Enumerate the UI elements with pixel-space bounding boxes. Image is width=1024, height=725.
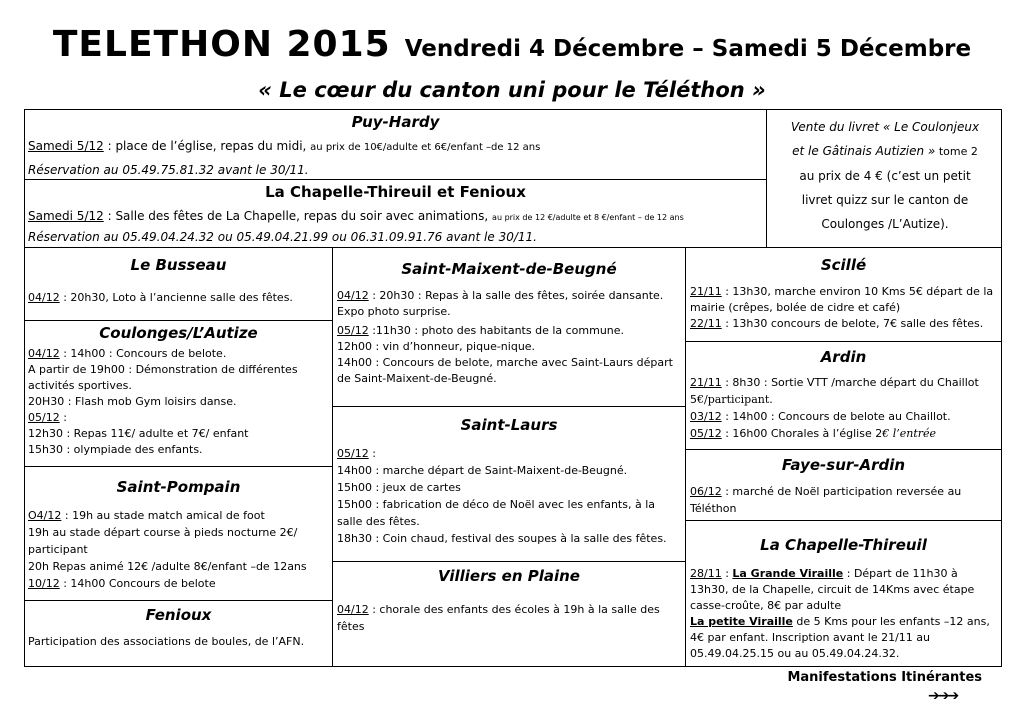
event-line: 14h00 : Concours de belote, marche avec Saint-Laurs départ xyxy=(337,356,673,369)
event-line xyxy=(337,445,667,462)
faye-heading: Faye-sur-Ardin xyxy=(781,456,906,474)
chapelle-fenioux-reservation: Réservation au 05.49.04.24.32 ou 05.49.04.21.99 ou 06.31.09.91.76 avant le 30/11. xyxy=(28,230,537,244)
footer-label: Manifestations Itinérantes xyxy=(787,670,982,685)
event-line: Téléthon xyxy=(690,502,737,515)
event-date: 05/12 xyxy=(337,447,369,460)
event-date: 04/12 xyxy=(337,603,369,616)
event-line xyxy=(690,408,979,425)
event-text: € l’entrée xyxy=(882,427,937,440)
event-line xyxy=(690,425,979,442)
event-date: 05/12 xyxy=(690,427,722,440)
event-text: : xyxy=(368,447,376,460)
puy-hardy-reservation: Réservation au 05.49.75.81.32 avant le 30/11. xyxy=(28,163,309,177)
event-line xyxy=(690,566,990,582)
event-line: 4€ par enfant. Inscription avant le 21/11 au xyxy=(690,631,930,644)
livret-line xyxy=(768,139,1002,164)
event-line: Expo photo surprise. xyxy=(337,305,451,318)
event-line xyxy=(28,507,307,524)
event-text: :11h30 : photo des habitants de la commune. xyxy=(368,324,625,337)
event-line xyxy=(337,288,673,304)
le-busseau-event xyxy=(28,290,293,306)
ardin-events xyxy=(690,374,979,442)
event-name: La Grande Viraille xyxy=(732,567,844,580)
saint-maixent-events xyxy=(337,288,673,387)
event-date: 28/11 xyxy=(690,567,722,580)
event-line: 12h30 : Repas 11€/ adulte et 7€/ enfant xyxy=(28,427,249,440)
scille-heading: Scillé xyxy=(820,256,867,274)
event-date: 05/12 xyxy=(28,411,60,424)
event-line: 18h30 : Coin chaud, festival des soupes à la salle des fêtes. xyxy=(337,532,667,545)
title-dates: Vendredi 4 Décembre – Samedi 5 Décembre xyxy=(404,36,972,62)
faye-events xyxy=(690,483,961,517)
event-date: 21/11 xyxy=(690,376,722,389)
divider xyxy=(24,320,333,321)
event-date: 04/12 xyxy=(28,347,60,360)
event-text: €/participant. xyxy=(697,393,773,406)
event-date: O4/12 xyxy=(28,509,62,522)
event-line: mairie (crêpes, bolée de cidre et café) xyxy=(690,301,901,314)
event-date: 03/12 xyxy=(690,410,722,423)
livret-promo xyxy=(768,115,1002,236)
event-line: casse-croûte, 8€ par adulte xyxy=(690,599,842,612)
livret-tome: tome 2 xyxy=(935,145,978,158)
divider xyxy=(685,520,1002,521)
saint-laurs-heading: Saint-Laurs xyxy=(460,416,558,434)
event-text: : 20h30, Loto à l’ancienne salle des fêtes. xyxy=(59,291,293,304)
event-line: de Saint-Maixent-de-Beugné. xyxy=(337,372,497,385)
event-text: : 14h00 Concours de belote xyxy=(59,577,216,590)
event-text: place de l’église, repas du midi, xyxy=(115,139,311,153)
saint-maixent-heading: Saint-Maixent-de-Beugné xyxy=(401,260,617,278)
event-date: Samedi 5/12 xyxy=(28,139,104,153)
event-line xyxy=(337,601,660,618)
divider xyxy=(24,466,333,467)
event-date: 06/12 xyxy=(690,485,722,498)
event-text: : xyxy=(721,567,733,580)
event-line: 05.49.04.25.15 ou au 05.49.04.24.32. xyxy=(690,647,900,660)
event-line: 15h00 : fabrication de déco de Noël avec les enfants, à la xyxy=(337,498,656,511)
event-line: 14h00 : marche départ de Saint-Maixent-de-Beugné. xyxy=(337,464,628,477)
event-line: 19h au stade départ course à pieds nocturne 2€/ xyxy=(28,526,298,539)
event-date: 04/12 xyxy=(337,289,369,302)
event-line xyxy=(690,614,990,630)
saint-pompain-heading: Saint-Pompain xyxy=(116,478,241,496)
villiers-heading: Villiers en Plaine xyxy=(438,567,580,585)
coulonges-heading: Coulonges/L’Autize xyxy=(99,324,258,342)
event-line: 20H30 : Flash mob Gym loisirs danse. xyxy=(28,395,237,408)
chapelle-thireuil-events xyxy=(690,566,990,662)
event-line: 13h30, de la Chapelle, circuit de 14Kms avec étape xyxy=(690,583,975,596)
livret-line: Coulonges /L’Autize). xyxy=(821,217,949,231)
event-date: Samedi 5/12 xyxy=(28,209,104,223)
event-line: fêtes xyxy=(337,620,365,633)
puy-hardy-event xyxy=(28,137,540,157)
event-line: 15h00 : jeux de cartes xyxy=(337,481,461,494)
livret-line: livret quizz sur le canton de xyxy=(801,193,969,207)
event-date: 05/12 xyxy=(337,324,369,337)
event-text: 5 xyxy=(690,393,697,406)
divider xyxy=(685,449,1002,450)
coulonges-events xyxy=(28,346,298,458)
event-text: : 19h au stade match amical de foot xyxy=(61,509,265,522)
event-line xyxy=(28,410,298,426)
event-line xyxy=(337,323,673,339)
event-text: : Départ de 11h30 à xyxy=(843,567,958,580)
event-text: de 5 Kms pour les enfants –12 ans, xyxy=(792,615,990,628)
event-line: 12h00 : vin d’honneur, pique-nique. xyxy=(337,340,536,353)
fenioux-heading: Fenioux xyxy=(145,606,212,624)
event-price: au prix de 12 €/adulte et 8 €/enfant – de 12 ans xyxy=(492,213,684,222)
event-line xyxy=(690,391,979,408)
event-date: 21/11 xyxy=(690,285,722,298)
separator: : xyxy=(103,139,116,153)
livret-line: au prix de 4 € (c’est un petit xyxy=(799,169,971,183)
livret-line: Vente du livret « Le Coulonjeux xyxy=(790,120,980,134)
event-line xyxy=(690,316,993,332)
ardin-heading: Ardin xyxy=(820,348,867,366)
event-line xyxy=(28,575,307,592)
villiers-events xyxy=(337,601,660,635)
saint-laurs-events xyxy=(337,445,667,547)
title-main: TELETHON 2015 xyxy=(52,24,391,65)
event-date: 22/11 xyxy=(690,317,722,330)
event-price: au prix de 10€/adulte et 6€/enfant –de 12 ans xyxy=(310,142,541,153)
event-line xyxy=(690,483,961,500)
event-text: Salle des fêtes de La Chapelle, repas du soir avec animations, xyxy=(115,209,493,223)
le-busseau-heading: Le Busseau xyxy=(130,256,227,274)
arrows-icon: ➔➔➔ xyxy=(928,688,958,704)
divider xyxy=(685,341,1002,342)
event-date: 04/12 xyxy=(28,291,60,304)
event-line xyxy=(690,284,993,300)
page-title xyxy=(0,24,1024,65)
event-text: : chorale des enfants des écoles à 19h à la salle des xyxy=(368,603,660,616)
divider xyxy=(332,406,686,407)
divider xyxy=(24,179,767,180)
event-line xyxy=(28,346,298,362)
event-line: 15h30 : olympiade des enfants. xyxy=(28,443,203,456)
puy-hardy-heading: Puy-Hardy xyxy=(351,113,440,131)
divider xyxy=(332,247,333,667)
event-text: : 14h00 : Concours de belote. xyxy=(59,347,227,360)
event-text: : 14h00 : Concours de belote au Chaillot. xyxy=(721,410,951,423)
event-line: A partir de 19h00 : Démonstration de différentes xyxy=(28,363,298,376)
event-text: : 16h00 Chorales à l’église 2 xyxy=(721,427,883,440)
event-line: 20h Repas animé 12€ /adulte 8€/enfant –de 12ans xyxy=(28,560,307,573)
chapelle-fenioux-heading: La Chapelle-Thireuil et Fenioux xyxy=(265,183,526,201)
event-line: activités sportives. xyxy=(28,379,132,392)
event-name: La petite Viraille xyxy=(690,615,793,628)
divider xyxy=(332,561,686,562)
event-line: salle des fêtes. xyxy=(337,515,420,528)
event-date: 10/12 xyxy=(28,577,60,590)
event-text: : 13h30, marche environ 10 Kms 5€ départ de la xyxy=(721,285,994,298)
fenioux-event: Participation des associations de boules, de l’AFN. xyxy=(28,635,305,648)
saint-pompain-events xyxy=(28,507,307,592)
chapelle-fenioux-event xyxy=(28,207,684,227)
separator: : xyxy=(103,209,116,223)
event-text: : xyxy=(59,411,67,424)
event-line xyxy=(690,374,979,391)
event-text: : 13h30 concours de belote, 7€ salle des fêtes. xyxy=(721,317,984,330)
divider xyxy=(24,247,1002,248)
livret-title: et le Gâtinais Autizien » xyxy=(792,144,936,158)
scille-events xyxy=(690,284,993,332)
event-text: : 8h30 : Sortie VTT /marche départ du Chaillot xyxy=(721,376,979,389)
event-line: participant xyxy=(28,543,88,556)
divider xyxy=(24,600,333,601)
event-text: : 20h30 : Repas à la salle des fêtes, soirée dansante. xyxy=(368,289,664,302)
event-text: : marché de Noël participation reversée au xyxy=(721,485,962,498)
slogan: « Le cœur du canton uni pour le Téléthon » xyxy=(258,78,766,102)
chapelle-thireuil-heading: La Chapelle-Thireuil xyxy=(760,536,927,554)
